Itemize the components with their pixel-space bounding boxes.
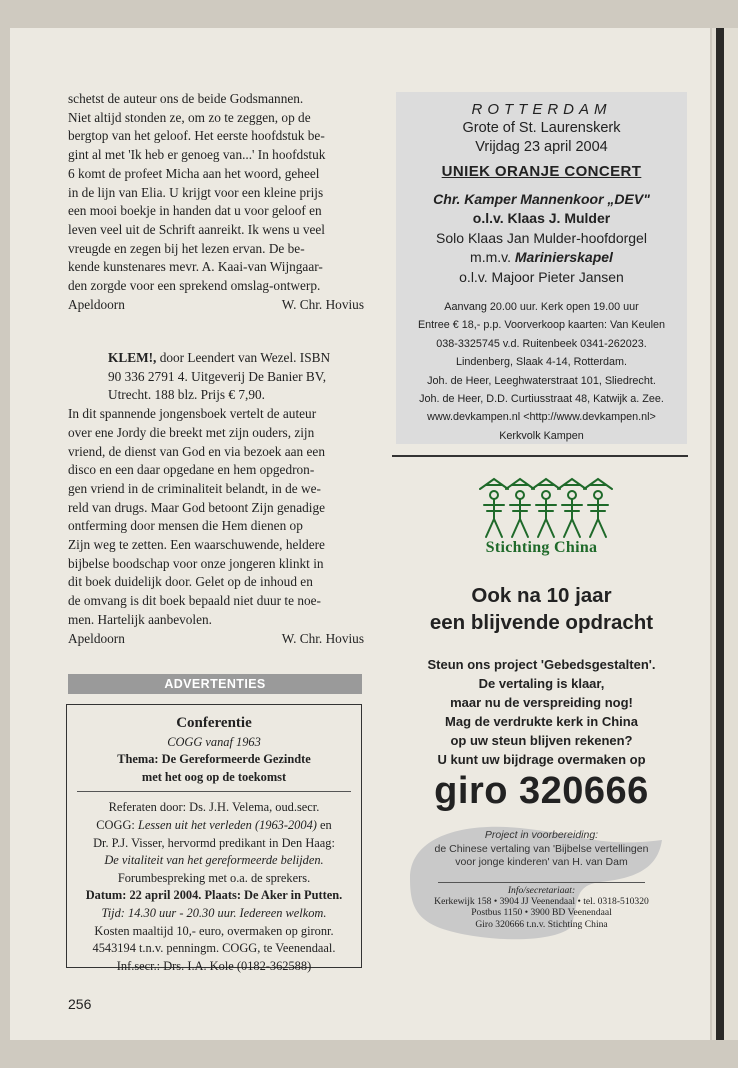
column-divider bbox=[392, 455, 688, 457]
conference-subtitle: COGG vanaf 1963 bbox=[167, 734, 261, 749]
concert-headline: UNIEK ORANJE CONCERT bbox=[441, 163, 642, 180]
conference-line: Dr. P.J. Visser, hervormd predikant in Den Haag: bbox=[93, 835, 335, 850]
conference-line-text: en bbox=[316, 817, 332, 832]
appeal-line: Steun ons project 'Gebedsgestalten'. bbox=[427, 657, 656, 672]
advertisements-banner: ADVERTENTIES bbox=[68, 674, 362, 694]
secretariat-label: Info/secretariaat: bbox=[507, 885, 576, 896]
secretariat-line: Giro 320666 t.n.v. Stichting China bbox=[475, 918, 608, 930]
binding-shadow bbox=[716, 28, 724, 1040]
stichting-china-ad bbox=[396, 470, 687, 945]
secretariat-line: Kerkewijk 158 • 3904 JJ Veenendaal • tel. 0318-510320 bbox=[434, 896, 649, 908]
review-one-line: een mooi boekje in handen dat u voor geloof en bbox=[68, 203, 322, 219]
conference-ad bbox=[66, 704, 362, 973]
concert-venue: Grote of St. Laurenskerk bbox=[462, 120, 621, 136]
conference-line: Forumbespreking met o.a. de sprekers. bbox=[117, 870, 311, 885]
conference-line: 4543194 t.n.v. penningm. COGG, te Veenendaal. bbox=[92, 941, 336, 956]
concert-info-line: Entree € 18,- p.p. Voorverkoop kaarten: Van Keulen bbox=[417, 319, 666, 332]
review-one-line: 6 komt de profeet Micha aan het woord, geheel bbox=[68, 165, 320, 181]
appeal-line: De vertaling is klaar, bbox=[478, 676, 605, 691]
concert-date: Vrijdag 23 april 2004 bbox=[475, 139, 608, 155]
conference-date-place: Datum: 22 april 2004. Plaats: De Aker in Putten. bbox=[85, 888, 343, 903]
appeal-line: op uw steun blijven rekenen? bbox=[450, 733, 633, 748]
concert-info-line: Aanvang 20.00 uur. Kerk open 19.00 uur bbox=[444, 301, 639, 313]
book-header-line: 90 336 2791 4. Uitgeverij De Banier BV, bbox=[108, 368, 327, 384]
review-two-line: vriend, de dienst van God en via bezoek aan een bbox=[68, 443, 325, 459]
secretariat-line: Postbus 1150 • 3900 BD Veenendaal bbox=[471, 907, 612, 919]
review-place: Apeldoorn bbox=[68, 630, 125, 646]
book-title: KLEM!, bbox=[108, 350, 157, 365]
conference-time: Tijd: 14.30 uur - 20.30 uur. Iedereen welkom. bbox=[101, 905, 327, 920]
secretariat-divider bbox=[438, 882, 645, 883]
review-two-line: men. Hartelijk aanbevolen. bbox=[68, 611, 212, 627]
review-two bbox=[68, 349, 364, 648]
conference-line: Referaten door: Ds. J.H. Velema, oud.secr. bbox=[108, 800, 320, 815]
review-one-line: schetst de auteur ons de beide Godsmannen. bbox=[68, 91, 304, 106]
concert-info-line: 038-3325745 v.d. Ruitenbeek 0341-262023. bbox=[436, 337, 647, 350]
conference-divider bbox=[77, 791, 351, 792]
project-heading: Project in voorbereiding: bbox=[484, 829, 599, 841]
review-one-line: kende kunstenares mevr. A. Kaai-van Wijngaar- bbox=[68, 259, 323, 275]
review-one-signature bbox=[68, 296, 364, 315]
secretariat-info bbox=[396, 885, 687, 930]
page-number: 256 bbox=[68, 996, 92, 1012]
conference-line: Kosten maaltijd 10,- euro, overmaken op gironr. bbox=[94, 923, 334, 938]
review-one bbox=[68, 90, 364, 314]
conference-lecture-title: De vitaliteit van het gereformeerde belijden. bbox=[104, 853, 324, 868]
review-two-line: de omvang is dit boek bepaald niet duur te noe- bbox=[68, 593, 321, 609]
concert-choir: Chr. Kamper Mannenkoor „DEV" bbox=[433, 191, 650, 207]
headline-line: een blijvende opdracht bbox=[429, 611, 654, 634]
review-two-line: gen vriend in de criminaliteit belandt, in de we- bbox=[68, 480, 321, 496]
review-two-line: In dit spannende jongensboek vertelt de auteur bbox=[68, 406, 317, 422]
concert-info-line: Kerkvolk Kampen bbox=[499, 429, 584, 442]
china-appeal bbox=[396, 655, 687, 769]
logo-wordmark: Stichting China bbox=[485, 539, 598, 556]
review-two-line: bijbelse boodschap voor onze jongeren klinkt in bbox=[68, 555, 324, 571]
conference-title: Conferentie bbox=[176, 715, 252, 731]
review-one-line: Niet altijd stonden ze, om zo te zeggen, op de bbox=[68, 109, 311, 125]
concert-band-name: Marinierskapel bbox=[514, 249, 613, 265]
review-two-line: over ene Jordy die breekt met zijn ouders, zijn bbox=[68, 424, 315, 440]
review-two-line: dit boek duidelijk door. Gelet op de inhoud en bbox=[68, 574, 313, 590]
project-line: voor jonge kinderen' van H. van Dam bbox=[455, 856, 628, 868]
appeal-line: Mag de verdrukte kerk in China bbox=[445, 714, 638, 729]
review-one-line: vreugde en zegen bij het lezen ervan. De be- bbox=[68, 240, 305, 256]
concert-conductor-2: o.l.v. Majoor Pieter Jansen bbox=[459, 269, 624, 285]
project-notice bbox=[396, 829, 687, 870]
appeal-line: maar nu de verspreiding nog! bbox=[450, 695, 633, 710]
review-two-line: reld van drugs. Maar God betoont Zijn genadige bbox=[68, 499, 326, 515]
review-place: Apeldoorn bbox=[68, 296, 125, 312]
review-two-line: Zijn weg te zetten. Een waarschuwende, heldere bbox=[68, 537, 325, 553]
book-header-line: Utrecht. 188 blz. Prijs € 7,90. bbox=[108, 387, 265, 403]
concert-info-line: Joh. de Heer, Leeghwaterstraat 101, Sliedrecht. bbox=[427, 374, 656, 387]
concert-conductor: o.l.v. Klaas J. Mulder bbox=[472, 210, 611, 226]
concert-info-line: Joh. de Heer, D.D. Curtiusstraat 48, Katwijk a. Zee. bbox=[419, 393, 664, 406]
concert-city: ROTTERDAM bbox=[471, 101, 612, 118]
review-two-signature bbox=[68, 630, 364, 649]
review-one-line: gint al met 'Ik heb er genoeg van...' In hoofdstuk bbox=[68, 147, 326, 163]
concert-info-line: www.devkampen.nl <http://www.devkampen.nl> bbox=[427, 411, 656, 424]
conference-lecture-title: Lessen uit het verleden (1963-2004) bbox=[137, 817, 317, 832]
giro-number: giro 320666 bbox=[434, 770, 649, 812]
book-header-line: door Leendert van Wezel. ISBN bbox=[156, 350, 331, 365]
conference-line bbox=[73, 817, 355, 835]
concert-info-line: Lindenberg, Slaak 4-14, Rotterdam. bbox=[455, 356, 628, 369]
book-header bbox=[68, 349, 364, 368]
concert-band bbox=[396, 249, 687, 265]
project-line: de Chinese vertaling van 'Bijbelse vertellingen bbox=[434, 842, 649, 855]
review-one-line: bergtop van het geloof. Het eerste hoofdstuk be- bbox=[68, 128, 325, 144]
review-author: W. Chr. Hovius bbox=[281, 296, 364, 312]
concert-soloist: Solo Klaas Jan Mulder-hoofdorgel bbox=[436, 230, 647, 246]
china-headline bbox=[396, 582, 687, 636]
review-two-line: ontferming door mensen die Hem dienen op bbox=[68, 518, 303, 534]
conference-line: Inf.secr.: Drs. I.A. Kole (0182-362588) bbox=[116, 958, 312, 973]
concert-info bbox=[390, 298, 693, 445]
review-one-line: den zorgde voor een sprekend omslag-ontwerp. bbox=[68, 278, 321, 294]
concert-band-prefix: m.m.v. bbox=[470, 249, 515, 265]
review-one-line: in de lijn van Elia. U krijgt voor een kleine prijs bbox=[68, 184, 324, 200]
concert-ad bbox=[396, 92, 687, 444]
conference-theme: Thema: De Gereformeerde Gezindte bbox=[117, 752, 311, 767]
conference-theme: met het oog op de toekomst bbox=[141, 769, 287, 784]
appeal-line: U kunt uw bijdrage overmaken op bbox=[437, 752, 646, 767]
review-author: W. Chr. Hovius bbox=[281, 630, 364, 646]
review-two-line: disco en een daar opgedane en hem opgedron- bbox=[68, 462, 315, 478]
conference-line-text: COGG: bbox=[96, 817, 138, 832]
review-one-line: leven veel uit de Schrift aanreikt. Ik wens u veel bbox=[68, 221, 325, 237]
headline-line: Ook na 10 jaar bbox=[471, 584, 612, 607]
